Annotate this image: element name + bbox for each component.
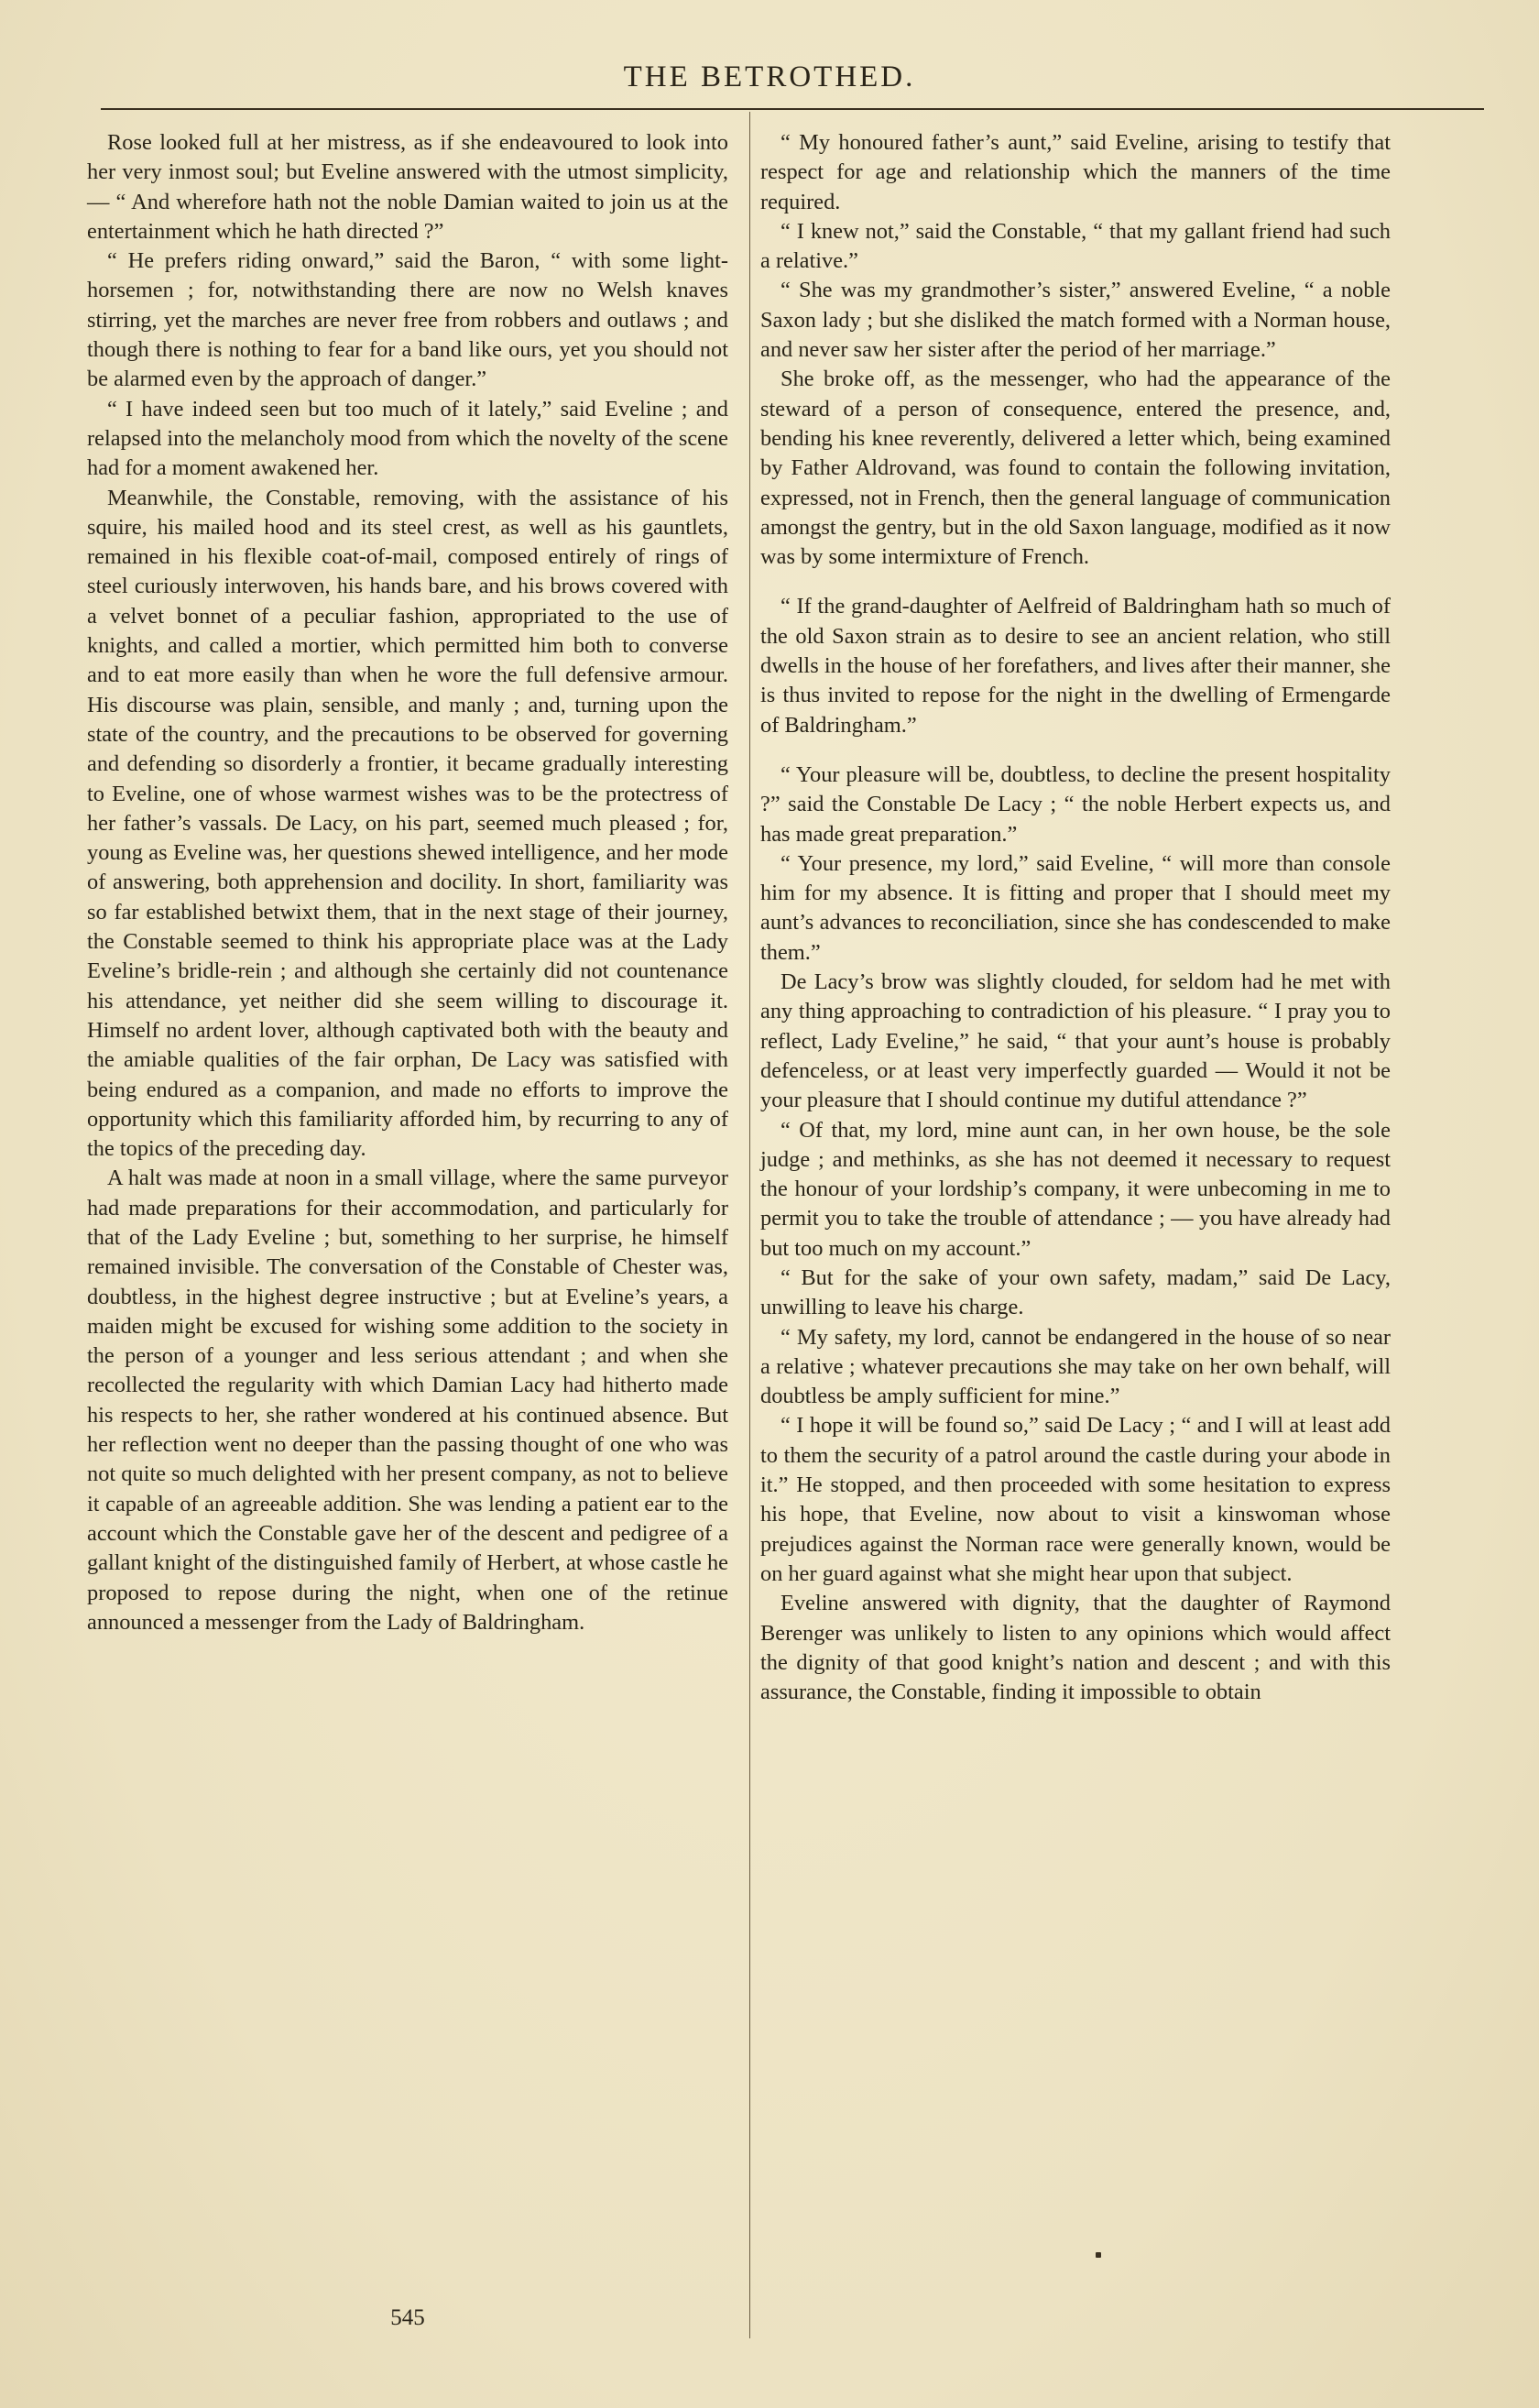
paragraph: “ My safety, my lord, cannot be endangered in the house of so near a relative ; whatever precautions she may take on her own behalf, will doubtless be amply sufficient for mine.” bbox=[760, 1324, 1391, 1409]
paragraph: “ Your presence, my lord,” said Eveline, “ will more than console him for my absence. It is fitting and proper that I should meet my aunt’s advances to reconciliation, since she has condescended to make them.” bbox=[760, 850, 1391, 965]
right-column bbox=[760, 128, 1391, 1707]
paragraph: De Lacy’s brow was slightly clouded, for seldom had he met with any thing approaching to contradiction of his pleasure. “ I pray you to reflect, Lady Eveline,” he said, “ that your aunt’s house is probably defenceless, or at least very imperfectly guarded — Would it not be your pleasure that I should continue my dutiful attendance ?” bbox=[760, 969, 1391, 1113]
left-column bbox=[87, 128, 728, 1637]
column-divider bbox=[749, 112, 750, 2338]
paragraph: “ She was my grandmother’s sister,” answered Eveline, “ a noble Saxon lady ; but she disliked the match formed with a Norman house, and never saw her sister after the period of her marriage.” bbox=[760, 278, 1391, 363]
paragraph: A halt was made at noon in a small village, where the same purveyor had made preparations for their accommodation, and particularly for that of the Lady Eveline ; but, something to her surprise, he himself remained invisible. The conversation of the Constable of Chester was, doubtless, in the highest degree instructive ; but at Eveline’s years, a maiden might be excused for wishing some addition to the society in the person of a younger and less serious attendant ; and when she recollected the regularity with which Damian Lacy had hitherto made his respects to her, she rather wondered at his continued absence. But her reflection went no deeper than the passing thought of one who was not quite so much delighted with her present company, as not to believe it capable of an agreeable addition. She was lending a patient ear to the account which the Constable gave her of the descent and pedigree of a gallant knight of the distinguished family of Herbert, at whose castle he proposed to repose during the night, when one of the retinue announced a messenger from the Lady of Baldringham. bbox=[87, 1166, 728, 1635]
paragraph: Rose looked full at her mistress, as if she endeavoured to look into her very inmost soul; but Eveline answered with the utmost simplicity, — “ And wherefore hath not the noble Damian waited to join us at the entertainment which he hath directed ?” bbox=[87, 130, 728, 244]
paragraph: “ He prefers riding onward,” said the Baron, “ with some light-horsemen ; for, notwithstanding there are now no Welsh knaves stirring, yet the marches are never free from robbers and outlaws ; and though there is nothing to fear for a band like ours, yet you should not be alarmed even by the approach of danger.” bbox=[87, 248, 728, 392]
paragraph: “ But for the sake of your own safety, madam,” said De Lacy, unwilling to leave his charge. bbox=[760, 1264, 1391, 1320]
page-number: 545 bbox=[390, 2305, 425, 2330]
paragraph: Meanwhile, the Constable, removing, with the assistance of his squire, his mailed hood and its steel crest, as well as his gauntlets, remained in his flexible coat-of-mail, composed entirely of rings of steel curiously interwoven, his hands bare, and his brows covered with a velvet bonnet of a peculiar fashion, appropriated to the use of knights, and called a mortier, which permitted him both to converse and to eat more easily than when he wore the full defensive armour. His discourse was plain, sensible, and manly ; and, turning upon the state of the country, and the precautions to be observed for governing and defending so disorderly a frontier, it became gradually interesting to Eveline, one of whose warmest wishes was to be the protectress of her father’s vassals. De Lacy, on his part, seemed much pleased ; for, young as Eveline was, her questions shewed intelligence, and her mode of answering, both apprehension and docility. In short, familiarity was so far established betwixt them, that in the next stage of their journey, the Constable seemed to think his appropriate place was at the Lady Eveline’s bridle-rein ; and although she certainly did not countenance his attendance, yet neither did she seem willing to discourage it. Himself no ardent lover, although captivated both with the beauty and the amiable qualities of the fair orphan, De Lacy was satisfied with being endured as a companion, and made no efforts to improve the opportunity which this familiarity afforded him, by recurring to any of the topics of the preceding day. bbox=[87, 485, 728, 1162]
header-rule bbox=[101, 108, 1484, 110]
paragraph: “ My honoured father’s aunt,” said Eveline, arising to testify that respect for age and relationship which the manners of the time required. bbox=[760, 130, 1391, 214]
running-title: THE BETROTHED. bbox=[623, 60, 916, 93]
paragraph: “ Your pleasure will be, doubtless, to decline the present hospitality ?” said the Constable De Lacy ; “ the noble Herbert expects us, and has made great preparation.” bbox=[760, 761, 1391, 847]
paragraph: “ I have indeed seen but too much of it lately,” said Eveline ; and relapsed into the melancholy mood from which the novelty of the scene had for a moment awakened her. bbox=[87, 396, 728, 481]
paragraph: “ I knew not,” said the Constable, “ that my gallant friend had such a relative.” bbox=[760, 218, 1391, 274]
paragraph: “ I hope it will be found so,” said De Lacy ; “ and I will at least add to them the security of a patrol around the castle during your abode in it.” He stopped, and then proceeded with some hesitation to express his hope, that Eveline, now about to visit a kinswoman whose prejudices against the Norman race were generally known, would be on her guard against what she might hear upon that subject. bbox=[760, 1413, 1391, 1586]
paragraph: She broke off, as the messenger, who had the appearance of the steward of a person of consequence, entered the presence, and, bending his knee reverently, delivered a letter which, being examined by Father Aldrovand, was found to contain the following invitation, expressed, not in French, then the general language of communication amongst the gentry, but in the old Saxon language, modified as it now was by some intermixture of French. bbox=[760, 367, 1391, 570]
paragraph: Eveline answered with dignity, that the daughter of Raymond Berenger was unlikely to listen to any opinions which would affect the dignity of that good knight’s nation and descent ; and with this assurance, the Constable, finding it impossible to obtain bbox=[760, 1591, 1391, 1705]
printer-mark bbox=[1096, 2252, 1101, 2258]
paragraph: “ Of that, my lord, mine aunt can, in her own house, be the sole judge ; and methinks, as she has not deemed it necessary to request the honour of your lordship’s company, it were unbecoming in me to permit you to take the trouble of attendance ; — you have already had but too much on my account.” bbox=[760, 1117, 1391, 1261]
invitation-letter: “ If the grand-daughter of Aelfreid of Baldringham hath so much of the old Saxon strain as to desire to see an ancient relation, who still dwells in the house of her forefathers, and lives after their manner, she is thus invited to repose for the night in the dwelling of Ermengarde of Baldringham.” bbox=[760, 594, 1391, 738]
